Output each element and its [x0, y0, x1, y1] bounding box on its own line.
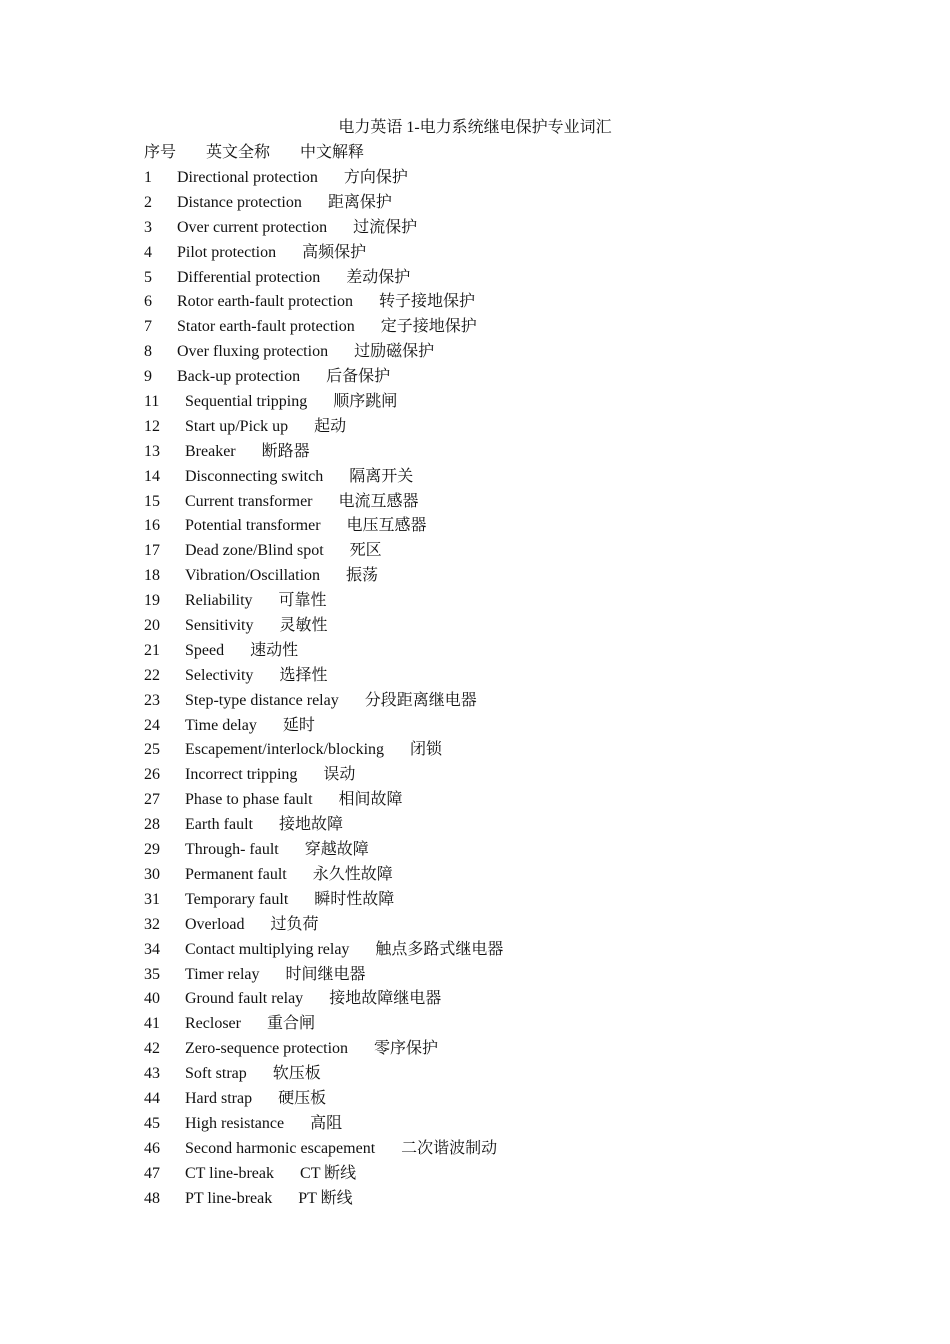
list-item [144, 268, 904, 293]
term-english: CT line-break [185, 1164, 275, 1182]
term-english: Stator earth-fault protection [177, 318, 355, 336]
list-item [144, 467, 904, 492]
list-item [144, 442, 904, 467]
list-item [144, 243, 904, 268]
term-english: Overload [185, 915, 245, 933]
term-chinese: 瞬时性故障 [314, 890, 395, 908]
term-number: 44 [144, 1089, 160, 1107]
term-english: Second harmonic escapement [185, 1139, 376, 1157]
term-english: Directional protection [177, 169, 318, 186]
term-english: Temporary fault [185, 890, 289, 908]
term-number: 20 [144, 617, 160, 635]
term-number: 41 [144, 1015, 160, 1033]
term-chinese: 误动 [323, 766, 356, 784]
term-number: 5 [144, 268, 152, 286]
list-item [144, 915, 904, 940]
list-item [144, 840, 904, 865]
list-item [144, 641, 904, 666]
term-number: 9 [144, 368, 152, 386]
term-number: 21 [144, 641, 160, 659]
term-english: Contact multiplying relay [185, 940, 350, 958]
term-chinese: 方向保护 [343, 169, 408, 186]
term-english: Incorrect tripping [185, 766, 298, 784]
term-number: 8 [144, 343, 152, 361]
term-number: 1 [144, 169, 152, 186]
term-english: High resistance [185, 1114, 285, 1132]
term-english: Reliability [185, 592, 253, 610]
term-number: 46 [144, 1139, 160, 1157]
term-english: Selectivity [185, 666, 254, 684]
term-number: 7 [144, 318, 152, 336]
term-chinese: 选择性 [279, 666, 328, 684]
list-item [144, 1014, 904, 1039]
list-item [144, 1189, 904, 1214]
term-english: Potential transformer [185, 517, 321, 535]
term-english: Speed [185, 641, 225, 659]
term-chinese: 过流保护 [353, 218, 418, 236]
term-number: 35 [144, 965, 160, 983]
term-list [144, 168, 904, 1213]
list-item [144, 492, 904, 517]
page-title: 电力英语 1-电力系统继电保护专业词汇 [338, 119, 612, 136]
list-item [144, 666, 904, 691]
term-number: 3 [144, 218, 152, 236]
term-number: 17 [144, 542, 160, 560]
list-item [144, 815, 904, 840]
list-item [144, 790, 904, 815]
term-english: Dead zone/Blind spot [185, 542, 324, 560]
term-number: 34 [144, 940, 160, 958]
list-item [144, 168, 904, 193]
term-chinese: 隔离开关 [349, 467, 414, 485]
term-number: 14 [144, 467, 160, 485]
list-item [144, 616, 904, 641]
term-chinese: 延时 [282, 716, 315, 734]
term-english: Timer relay [185, 965, 260, 983]
term-chinese: 触点多路式继电器 [375, 940, 504, 958]
term-chinese: 后备保护 [326, 368, 391, 386]
list-item [144, 890, 904, 915]
term-number: 48 [144, 1189, 160, 1207]
term-english: Over current protection [177, 218, 328, 236]
term-english: Start up/Pick up [185, 417, 289, 435]
list-item [144, 691, 904, 716]
term-number: 19 [144, 592, 160, 610]
list-item [144, 591, 904, 616]
list-item [144, 716, 904, 741]
term-chinese: 永久性故障 [312, 865, 393, 883]
term-number: 30 [144, 865, 160, 883]
term-chinese: 起动 [314, 417, 347, 435]
header-col-no: 序号 [144, 144, 177, 161]
term-english: Phase to phase fault [185, 791, 313, 809]
list-item [144, 1089, 904, 1114]
term-english: Ground fault relay [185, 990, 304, 1008]
term-chinese: 时间继电器 [285, 965, 366, 983]
term-english: Earth fault [185, 816, 253, 834]
term-chinese: 闭锁 [410, 741, 443, 759]
header-col-en: 英文全称 [206, 144, 271, 161]
list-item [144, 417, 904, 442]
term-number: 32 [144, 915, 160, 933]
term-chinese: 定子接地保护 [380, 318, 477, 336]
term-english: Sequential tripping [185, 393, 308, 411]
term-chinese: 接地故障 [278, 816, 343, 834]
term-chinese: 转子接地保护 [378, 293, 475, 311]
term-english: Distance protection [177, 193, 302, 211]
list-item [144, 1139, 904, 1164]
term-english: Pilot protection [177, 243, 277, 261]
term-english: Current transformer [185, 492, 313, 510]
term-chinese: 振荡 [346, 567, 379, 585]
term-chinese: 重合闸 [266, 1015, 315, 1033]
term-chinese: 相间故障 [338, 791, 403, 809]
term-number: 23 [144, 691, 160, 709]
term-chinese: 穿越故障 [304, 841, 369, 859]
term-number: 27 [144, 791, 160, 809]
list-item [144, 541, 904, 566]
term-english: Rotor earth-fault protection [177, 293, 353, 311]
term-chinese: CT 断线 [300, 1164, 357, 1182]
term-english: Through- fault [185, 841, 279, 859]
list-item [144, 342, 904, 367]
list-item [144, 367, 904, 392]
term-number: 43 [144, 1065, 160, 1083]
table-header [144, 143, 390, 163]
list-item [144, 765, 904, 790]
term-number: 11 [144, 393, 160, 411]
term-number: 18 [144, 567, 160, 585]
term-number: 4 [144, 243, 152, 261]
term-english: Vibration/Oscillation [185, 567, 321, 585]
term-chinese: 过励磁保护 [354, 343, 435, 361]
term-english: Hard strap [185, 1089, 253, 1107]
header-col-zh: 中文解释 [300, 144, 365, 161]
term-chinese: 电压互感器 [346, 517, 427, 535]
term-chinese: 断路器 [261, 442, 310, 460]
list-item [144, 193, 904, 218]
term-chinese: 高阻 [310, 1114, 343, 1132]
term-number: 12 [144, 417, 160, 435]
list-item [144, 940, 904, 965]
term-english: Back-up protection [177, 368, 301, 386]
list-item [144, 989, 904, 1014]
list-item [144, 1114, 904, 1139]
term-chinese: 接地故障继电器 [329, 990, 442, 1008]
term-number: 28 [144, 816, 160, 834]
term-english: Soft strap [185, 1065, 247, 1083]
term-chinese: 电流互感器 [338, 492, 419, 510]
term-english: Over fluxing protection [177, 343, 329, 361]
term-chinese: 速动性 [250, 641, 299, 659]
term-english: PT line-break [185, 1189, 273, 1207]
term-number: 31 [144, 890, 160, 908]
list-item [144, 865, 904, 890]
term-chinese: 二次谐波制动 [401, 1139, 498, 1157]
term-english: Breaker [185, 442, 236, 460]
term-number: 6 [144, 293, 152, 311]
list-item [144, 292, 904, 317]
term-english: Time delay [185, 716, 257, 734]
list-item [144, 218, 904, 243]
list-item [144, 566, 904, 591]
list-item [144, 740, 904, 765]
term-english: Zero-sequence protection [185, 1040, 349, 1058]
term-english: Escapement/interlock/blocking [185, 741, 385, 759]
list-item [144, 965, 904, 990]
term-chinese: 顺序跳闸 [333, 393, 398, 411]
term-english: Differential protection [177, 268, 321, 286]
term-number: 13 [144, 442, 160, 460]
term-english: Permanent fault [185, 865, 287, 883]
term-chinese: 灵敏性 [279, 617, 328, 635]
term-chinese: 过负荷 [270, 915, 319, 933]
term-number: 16 [144, 517, 160, 535]
term-english: Recloser [185, 1015, 241, 1033]
term-chinese: 硬压板 [278, 1089, 327, 1107]
term-chinese: 软压板 [272, 1065, 321, 1083]
term-number: 24 [144, 716, 160, 734]
term-chinese: 零序保护 [374, 1040, 439, 1058]
term-chinese: 分段距离继电器 [364, 691, 477, 709]
list-item [144, 1164, 904, 1189]
list-item [144, 516, 904, 541]
term-number: 47 [144, 1164, 160, 1182]
term-chinese: 高频保护 [302, 243, 367, 261]
term-number: 42 [144, 1040, 160, 1058]
list-item [144, 1064, 904, 1089]
term-number: 22 [144, 666, 160, 684]
list-item [144, 317, 904, 342]
term-number: 40 [144, 990, 160, 1008]
term-chinese: 可靠性 [278, 592, 327, 610]
term-english: Disconnecting switch [185, 467, 324, 485]
term-chinese: 死区 [349, 542, 382, 560]
term-number: 15 [144, 492, 160, 510]
term-number: 25 [144, 741, 160, 759]
term-chinese: PT 断线 [298, 1189, 353, 1207]
term-chinese: 距离保护 [327, 193, 392, 211]
term-english: Sensitivity [185, 617, 254, 635]
term-chinese: 差动保护 [346, 268, 411, 286]
list-item [144, 1039, 904, 1064]
list-item [144, 392, 904, 417]
term-number: 45 [144, 1114, 160, 1132]
term-english: Step-type distance relay [185, 691, 339, 709]
term-number: 29 [144, 841, 160, 859]
term-number: 26 [144, 766, 160, 784]
term-number: 2 [144, 193, 152, 211]
